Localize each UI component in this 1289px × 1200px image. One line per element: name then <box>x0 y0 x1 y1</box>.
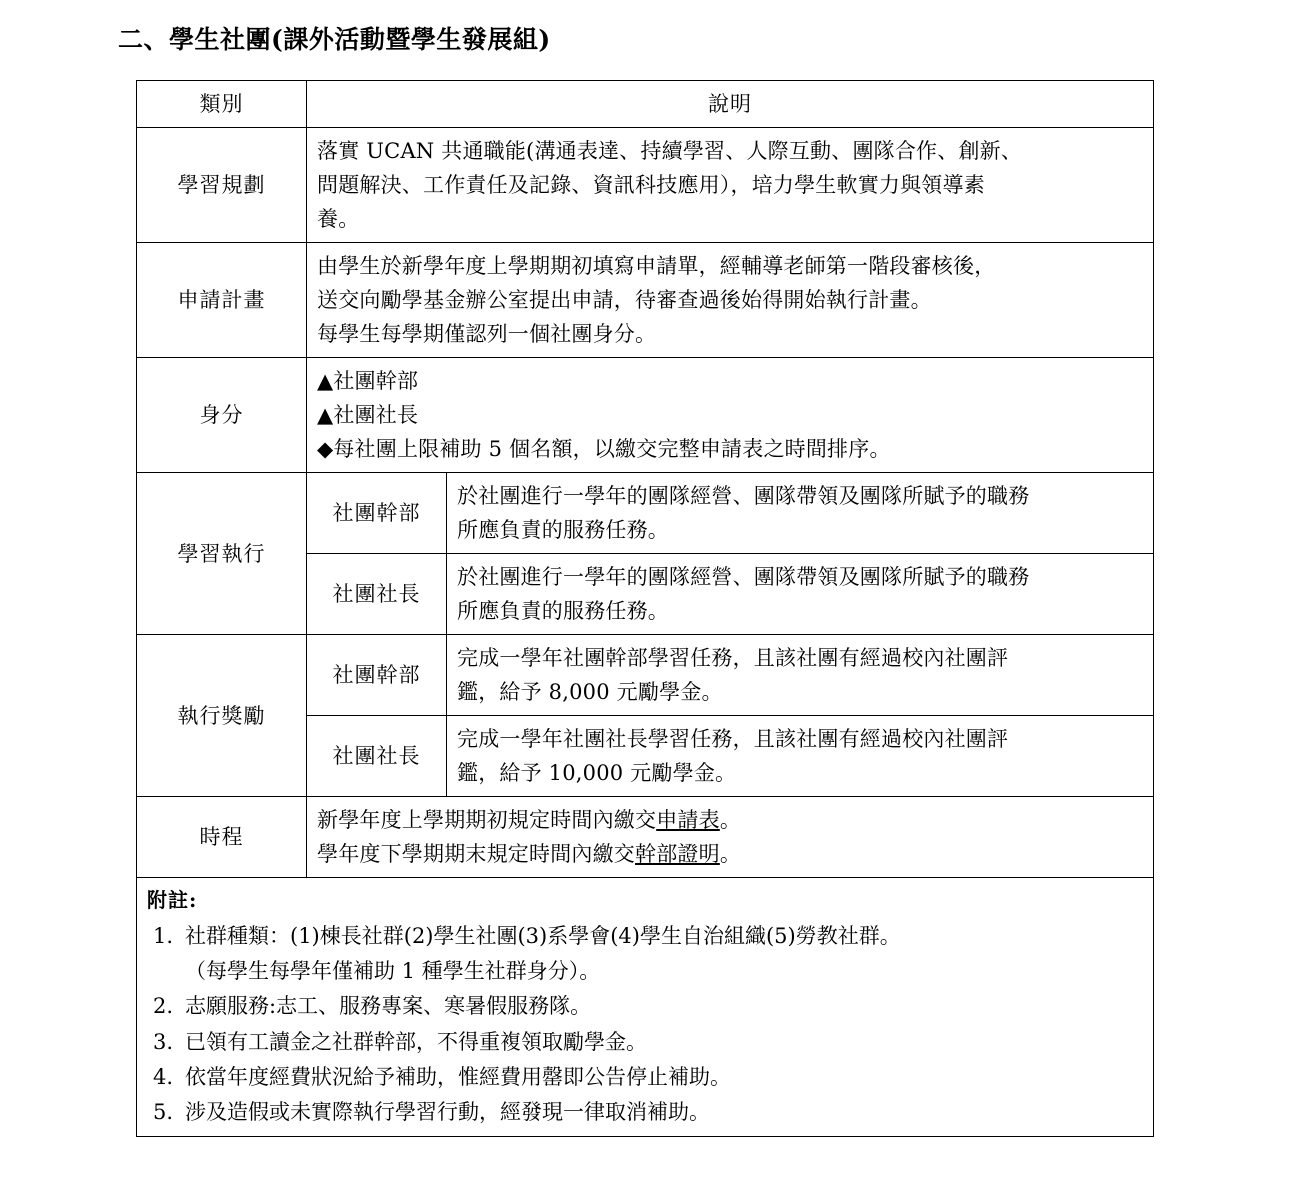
row-category-learning-plan: 學習規劃 <box>137 128 307 243</box>
list-item <box>147 989 1143 1024</box>
underlined-form-certificate: 幹部證明 <box>635 842 720 867</box>
note-number: 3. <box>153 1029 174 1054</box>
table-row <box>137 243 1154 358</box>
header-description: 說明 <box>307 81 1154 128</box>
list-item <box>147 919 1143 954</box>
text-segment: 。 <box>719 808 742 833</box>
note-number: 2. <box>153 994 174 1019</box>
scholarship-table <box>136 80 1154 1137</box>
text-segment: 。 <box>719 842 742 867</box>
table-row <box>137 128 1154 243</box>
table-row <box>137 473 1154 554</box>
text-line: ▲社團幹部 <box>317 369 419 394</box>
row-category-schedule: 時程 <box>137 797 307 878</box>
subrow-description-president <box>447 554 1154 635</box>
schedule-line-1 <box>317 803 1143 837</box>
text-line: 鑑，給予 10,000 元勵學金。 <box>457 761 737 786</box>
subrow-label-president: 社團社長 <box>307 554 447 635</box>
text-line: 所應負責的服務任務。 <box>457 599 669 624</box>
text-line: 落實 UCAN 共通職能(溝通表達、持續學習、人際互動、團隊合作、創新、 <box>317 139 1023 164</box>
text-line: 由學生於新學年度上學期期初填寫申請單，經輔導老師第一階段審核後， <box>317 254 996 279</box>
text-line: ▲社團社長 <box>317 403 419 428</box>
schedule-line-2 <box>317 837 1143 871</box>
row-category-reward: 執行獎勵 <box>137 635 307 797</box>
list-item <box>147 1025 1143 1060</box>
row-description-learning-plan <box>307 128 1154 243</box>
text-line: 每學生每學期僅認列一個社團身分。 <box>317 322 657 347</box>
text-line: 養。 <box>317 207 360 232</box>
note-subtext: （每學生每學年僅補助 1 種學生社群身分）。 <box>185 958 601 983</box>
note-text: 已領有工讀金之社群幹部，不得重複領取勵學金。 <box>185 1029 647 1054</box>
header-category: 類別 <box>137 81 307 128</box>
subrow-description-officer <box>447 473 1154 554</box>
subrow-label-reward-officer: 社團幹部 <box>307 635 447 716</box>
list-item <box>147 1095 1143 1130</box>
text-line: 於社團進行一學年的團隊經營、團隊帶領及團隊所賦予的職務 <box>457 565 1030 590</box>
row-description-schedule <box>307 797 1154 878</box>
table-row <box>137 797 1154 878</box>
table-row <box>137 358 1154 473</box>
note-number: 5. <box>153 1100 174 1125</box>
notes-section <box>137 878 1154 1137</box>
underlined-form-application: 申請表 <box>656 808 720 833</box>
note-text: 社群種類：(1)棟長社群(2)學生社團(3)系學會(4)學生自治組織(5)勞教社群。 <box>185 923 901 948</box>
text-segment: 新學年度上學期期初規定時間內繳交 <box>317 808 657 833</box>
text-segment: 學年度下學期期末規定時間內繳交 <box>317 842 635 867</box>
text-line: 問題解決、工作責任及記錄、資訊科技應用），培力學生軟實力與領導素 <box>317 173 985 198</box>
row-category-application: 申請計畫 <box>137 243 307 358</box>
list-item <box>147 1060 1143 1095</box>
text-line: 送交向勵學基金辦公室提出申請，待審查過後始得開始執行計畫。 <box>317 288 932 313</box>
note-number: 4. <box>153 1064 174 1089</box>
subrow-description-reward-officer <box>447 635 1154 716</box>
table-row <box>137 635 1154 716</box>
text-line: ◆每社團上限補助 5 個名額，以繳交完整申請表之時間排序。 <box>317 437 891 462</box>
row-category-identity: 身分 <box>137 358 307 473</box>
table-header-row <box>137 81 1154 128</box>
note-text: 志願服務:志工、服務專案、寒暑假服務隊。 <box>185 994 592 1019</box>
row-description-application <box>307 243 1154 358</box>
text-line: 於社團進行一學年的團隊經營、團隊帶領及團隊所賦予的職務 <box>457 484 1030 509</box>
subrow-label-officer: 社團幹部 <box>307 473 447 554</box>
text-line: 鑑，給予 8,000 元勵學金。 <box>457 680 723 705</box>
page-title: 二、學生社團(課外活動暨學生發展組) <box>118 25 551 54</box>
subrow-label-reward-president: 社團社長 <box>307 716 447 797</box>
subrow-description-reward-president <box>447 716 1154 797</box>
row-description-identity <box>307 358 1154 473</box>
table-notes-row <box>137 878 1154 1137</box>
note-text: 依當年度經費狀況給予補助，惟經費用罄即公告停止補助。 <box>185 1064 731 1089</box>
note-number: 1. <box>153 923 174 948</box>
notes-title: 附註: <box>147 888 198 913</box>
text-line: 完成一學年社團社長學習任務，且該社團有經過校內社團評 <box>457 727 1009 752</box>
text-line: 所應負責的服務任務。 <box>457 518 669 543</box>
row-category-learning-execution: 學習執行 <box>137 473 307 635</box>
text-line: 完成一學年社團幹部學習任務，且該社團有經過校內社團評 <box>457 646 1009 671</box>
note-text: 涉及造假或未實際執行學習行動，經發現一律取消補助。 <box>185 1100 710 1125</box>
